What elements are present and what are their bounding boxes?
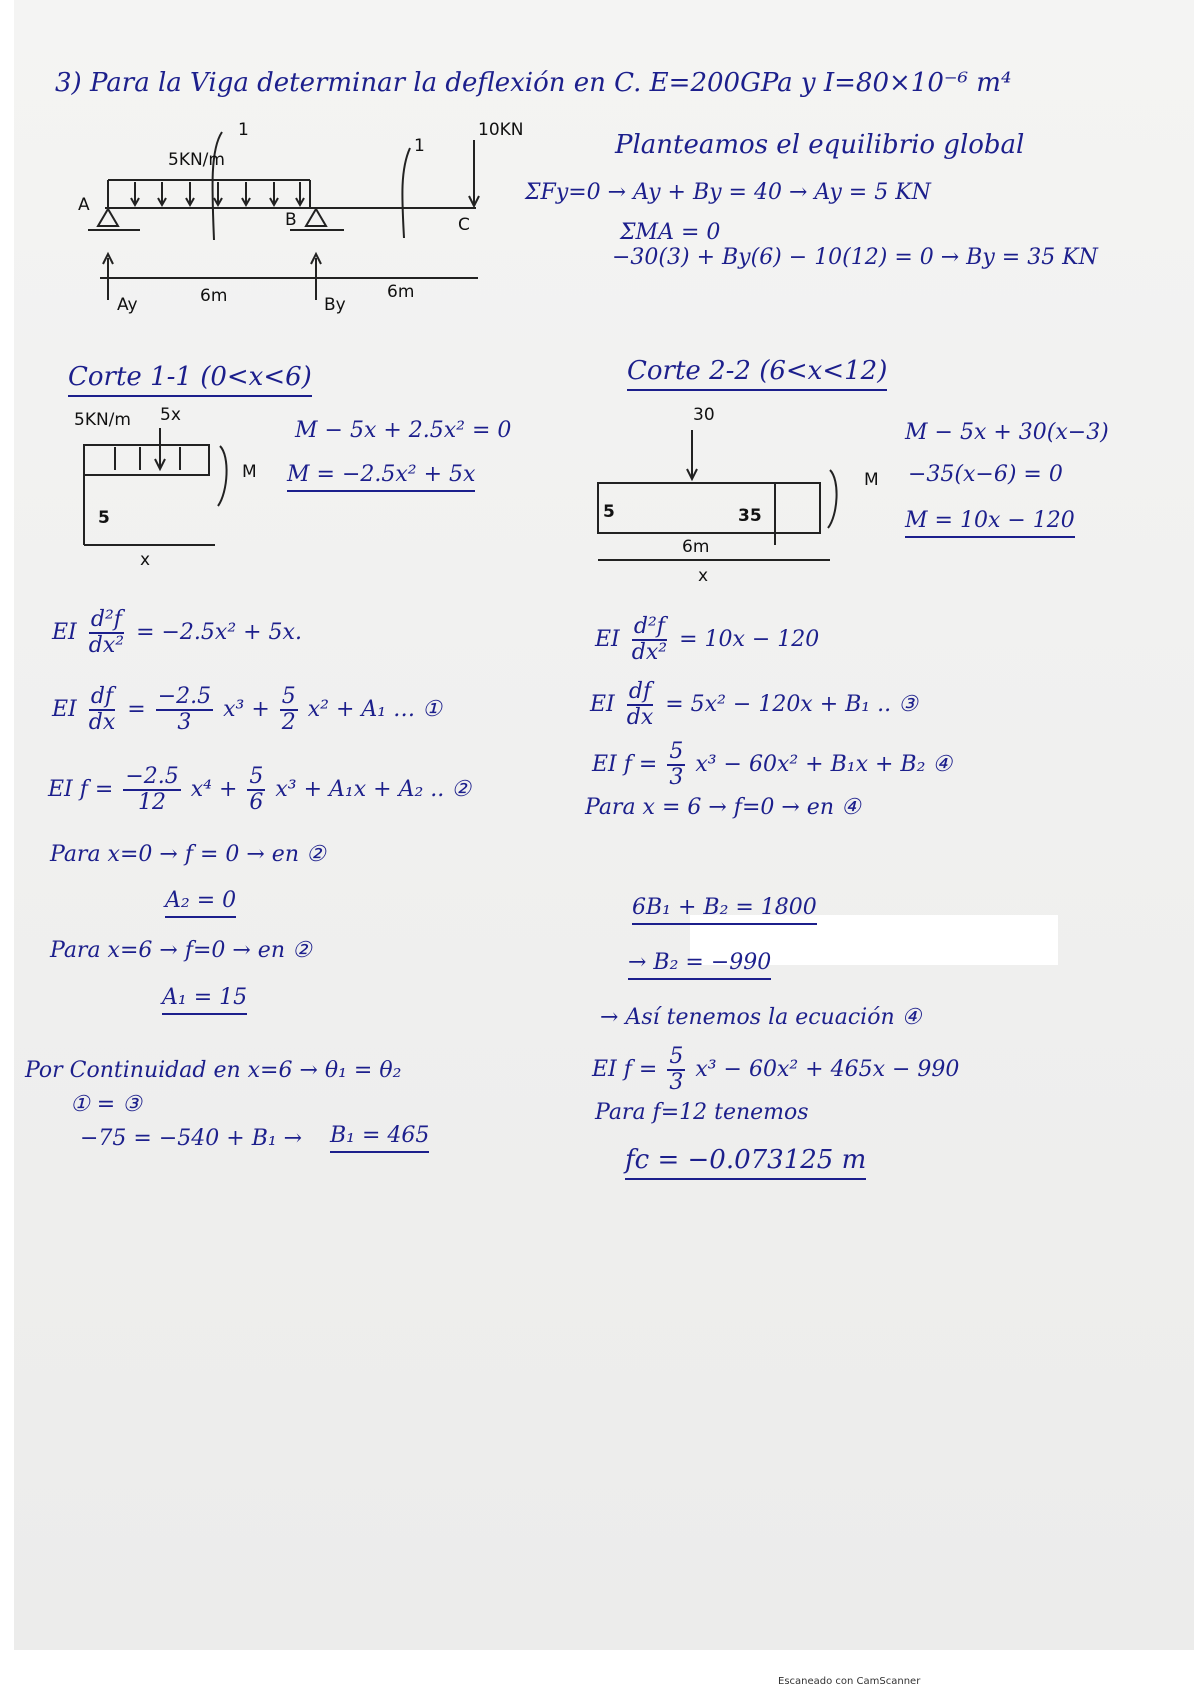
left-boundary-1: Para x=0 → f = 0 → en ② [50,842,326,867]
section-1-x-label: x [140,550,151,570]
beam-span-2: 6m [387,282,415,302]
section-2-eq-c: M = 10x − 120 [905,508,1075,538]
section-2-reaction-b: 35 [738,506,762,526]
right-eq-deflection: EI f = $\frac{5}{3}$ x³ − 60x² + B₁x + B₂ ④ [592,739,953,791]
left-eq-first-derivative: EI $\frac{df}{dx}$ = $\frac{-2.5}{3}$ x³ + $\frac{5}{2}$ x² + A₁ … ① [52,684,442,736]
section-1-resultant: 5x [160,405,181,425]
right-fc-result: fc = −0.073125 m [625,1145,866,1180]
scanner-footer: Escaneado con CamScanner [778,1676,921,1687]
left-b1-result: B₁ = 465 [330,1123,429,1153]
section-2-heading: Corte 2-2 (6<x<12) [627,356,887,391]
left-eq-deflection: EI f = $\frac{-2.5}{12}$ x⁴ + $\frac{5}{6}$ x³ + A₁x + A₂ .. ② [48,764,471,816]
right-eq-b1-b2: 6B₁ + B₂ = 1800 [632,895,817,925]
section-2-moment-arc [828,470,837,528]
right-eq-second-derivative: EI $\frac{\text{d²f}}{\text{dx²}}$ = 10x − 120 [595,614,820,666]
equilibrium-eq-1: ΣFy=0 → Ay + By = 40 → Ay = 5 KN [525,180,931,205]
left-boundary-2: Para x=6 → f=0 → en ② [50,938,312,963]
left-a2-result: A₂ = 0 [165,888,236,918]
right-final-equation: EI f = $\frac{5}{3}$ x³ − 60x² + 465x − 990 [592,1044,960,1096]
distributed-load-arrows [131,182,304,205]
section-2-reaction-a: 5 [603,502,615,522]
section-1-moment-label: M [242,462,257,482]
section-2-span: 6m [682,537,710,557]
beam-label-a: A [78,195,90,215]
section-2-block [598,483,820,533]
equilibrium-eq-3: −30(3) + By(6) − 10(12) = 0 → By = 35 KN [612,245,1098,270]
right-para-12: Para f=12 tenemos [595,1100,809,1125]
section-1-reaction: 5 [98,508,110,528]
beam-load-label: 5KN/m [168,150,225,170]
problem-title: 3) Para la Viga determinar la deflexión en C. E=200GPa y I=80×10⁻⁶ m⁴ [55,68,1012,98]
beam-cut-label-1: 1 [238,120,249,140]
left-continuity: Por Continuidad en x=6 → θ₁ = θ₂ [25,1058,402,1083]
section-2-x-label: x [698,566,709,586]
left-b1-equation: −75 = −540 + B₁ → [80,1126,303,1151]
beam-label-c: C [458,215,470,235]
beam-label-by: By [324,295,346,315]
right-b2-result: → B₂ = −990 [628,950,771,980]
equilibrium-eq-2: ΣMA = 0 [620,220,721,245]
beam-cut-label-2: 1 [414,136,425,156]
beam-label-b: B [285,210,297,230]
section-1-load-label: 5KN/m [74,410,131,430]
section-2-moment-label: M [864,470,879,490]
beam-span-1: 6m [200,286,228,306]
section-1-eq-a: M − 5x + 2.5x² = 0 [295,418,512,443]
section-1-heading: Corte 1-1 (0<x<6) [68,362,312,397]
section-2-eq-b: −35(x−6) = 0 [908,462,1063,487]
cut-line-2 [402,148,410,238]
beam-point-load-label: 10KN [478,120,524,140]
support-b [306,209,326,226]
section-2-load: 30 [693,405,715,425]
right-boundary-1: Para x = 6 → f=0 → en ④ [585,795,861,820]
section-1-eq-b: M = −2.5x² + 5x [287,462,475,492]
right-as-text: → Así tenemos la ecuación ④ [600,1005,922,1030]
support-a [98,209,118,226]
equilibrium-heading: Planteamos el equilibrio global [615,130,1025,160]
left-eq-second-derivative: EI $\frac{\text{d²f}}{\text{dx²}}$ = −2.5x² + 5x. [52,607,302,659]
section-2-eq-a: M − 5x + 30(x−3) [905,420,1109,445]
right-eq-first-derivative: EI $\frac{df}{dx}$ = 5x² − 120x + B₁ .. ③ [590,679,918,731]
left-a1-result: A₁ = 15 [162,985,247,1015]
section-1-load-block [84,445,209,475]
beam-label-ay: Ay [117,295,138,315]
left-continuity-eq: ① = ③ [70,1092,142,1117]
section-1-moment-arc [218,446,227,506]
